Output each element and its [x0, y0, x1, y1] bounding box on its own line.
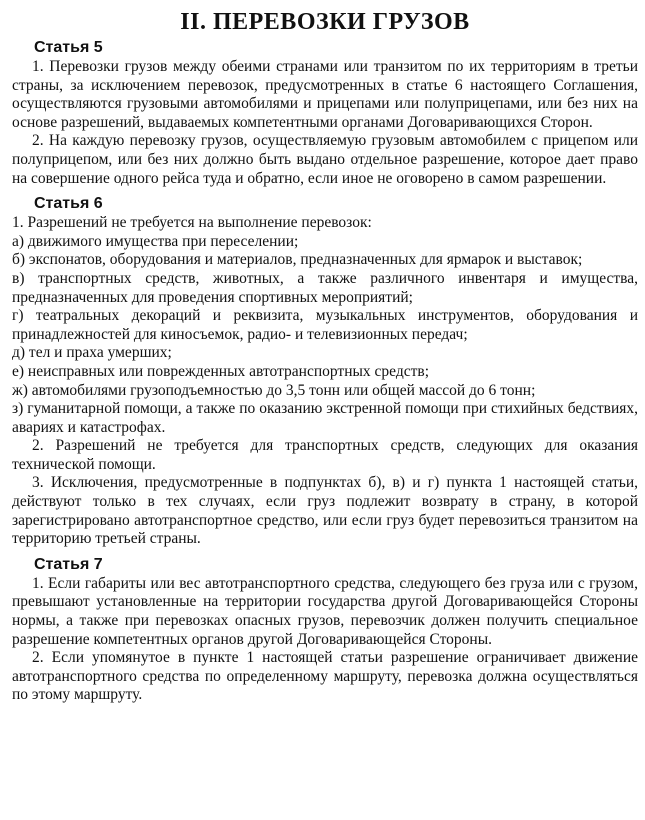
list-item: д) тел и праха умерших; [12, 344, 172, 362]
list-item: б) экспонатов, оборудования и материалов, предназначенных для ярмарок и выставок; [12, 251, 583, 269]
paragraph: 2. На каждую перевозку грузов, осуществляемую грузовым автомобилем с прицепом или полуприцепом, или без них должно быть выдано отдельное разрешение, которое дает право на совершение одного рейса туда и обратно, если иное не оговорено в самом разрешении. [12, 132, 638, 187]
paragraph: 3. Исключения, предусмотренные в подпунктах б), в) и г) пункта 1 настоящей статьи, действуют только в тех случаях, если груз подлежит возврату в страну, в которой зарегистрировано автотранспортное средство, или если груз будет перевозиться транзитом на территорию третьей страны. [12, 474, 638, 548]
paragraph: 2. Разрешений не требуется для транспортных средств, следующих для оказания технической помощи. [12, 437, 638, 473]
list-item: г) театральных декораций и реквизита, музыкальных инструментов, оборудования и принадлежностей для киносъемок, радио- и телевизионных передач; [12, 307, 638, 343]
list-item: в) транспортных средств, животных, а также различного инвентаря и имущества, предназначенных для проведения спортивных мероприятий; [12, 269, 638, 306]
article-title: Статья 6 [34, 195, 103, 213]
list-item: е) неисправных или поврежденных автотранспортных средств; [12, 362, 430, 380]
article-5 [12, 38, 638, 188]
article-6 [12, 194, 638, 549]
paragraph: 2. Если упомянутое в пункте 1 настоящей статьи разрешение ограничивает движение автотранспортного средства по определенному маршруту, перевозка должна осуществляться по этому маршруту. [12, 649, 638, 704]
section-title: II. ПЕРЕВОЗКИ ГРУЗОВ [180, 9, 470, 35]
article-title: Статья 5 [34, 39, 103, 56]
paragraph: 1. Перевозки грузов между обеими странами или транзитом по их территориям в третьи страны, за исключением перевозок, предусмотренных в статье 6 настоящего Соглашения, осуществляются грузовыми автомобилями и прицепами или полуприцепами, или без них на основе разрешений, выдаваемых компетентными органами Договаривающихся Сторон. [12, 58, 638, 131]
article-7 [12, 555, 638, 705]
paragraph: 1. Если габариты или вес автотранспортного средства, следующего без груза или с грузом, превышают установленные на территории государства другой Договаривающейся Стороны нормы, а также при перевозках опасных грузов, перевозчик должен получить специальное разрешение компетентных органов другой Договаривающейся Стороны. [12, 574, 638, 648]
list-item: а) движимого имущества при переселении; [12, 232, 299, 250]
list-item: ж) автомобилями грузоподъемностью до 3,5 тонн или общей массой до 6 тонн; [12, 381, 536, 399]
list-item: з) гуманитарной помощи, а также по оказанию экстренной помощи при стихийных бедствиях, авариях и катастрофах. [12, 400, 638, 436]
paragraph: 1. Разрешений не требуется на выполнение перевозок: [12, 214, 372, 232]
article-title: Статья 7 [34, 555, 103, 573]
